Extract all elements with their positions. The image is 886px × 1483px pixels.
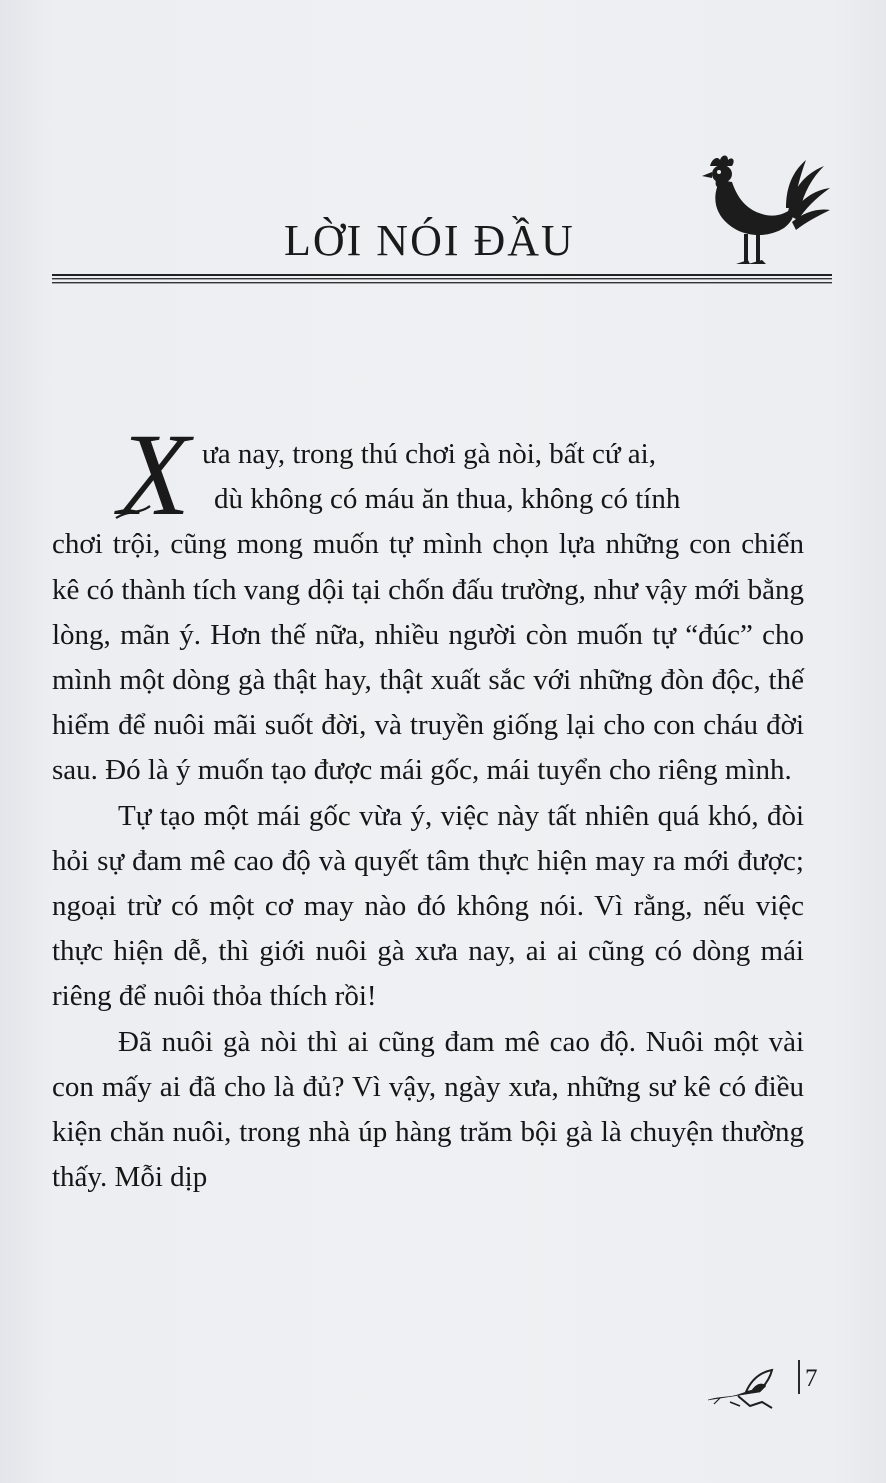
dropcap-letter: X (118, 424, 191, 524)
header-rule (52, 274, 832, 284)
fighting-rooster-icon (700, 1362, 840, 1412)
dropcap-x-icon (110, 424, 230, 524)
rooster-icon (692, 152, 832, 274)
chapter-header (52, 150, 832, 290)
first-paragraph (52, 424, 804, 794)
footer-divider (798, 1360, 800, 1394)
paragraph-1-rest: chơi trội, cũng mong muốn tự mình chọn lựa những con chiến kê có thành tích vang dội tại chốn đấu trường, như vậy mới bằng lòng, mãn ý. Hơn thế nữa, nhiều người còn muốn tự “đúc” cho mình một dòng gà thật hay, thật xuất sắc với những đòn độc, thế hiểm để nuôi mãi suốt đời, và truyền giống lại cho con cháu đời sau. Đó là ý muốn tạo được mái gốc, mái tuyển cho riêng mình. (52, 528, 804, 787)
paragraph-1-line-1: ưa nay, trong thú chơi gà nòi, bất cứ ai, (202, 438, 656, 470)
paragraph-2: Tự tạo một mái gốc vừa ý, việc này tất nhiên quá khó, đòi hỏi sự đam mê cao độ và quyết tâm thực hiện may ra mới được; ngoại trừ có một cơ may nào đó không nói. Vì rằng, nếu việc thực hiện dễ, thì giới nuôi gà xưa nay, ai ai cũng có dòng mái riêng để nuôi thỏa thích rồi! (52, 799, 804, 1013)
body-text (52, 424, 804, 1200)
paragraph-3: Đã nuôi gà nòi thì ai cũng đam mê cao độ. Nuôi một vài con mấy ai đã cho là đủ? Vì vậy, ngày xưa, những sư kê có điều kiện chăn nuôi, trong nhà úp hàng trăm bội gà là chuyện thường thấy. Mỗi dịp (52, 1025, 804, 1194)
page-number: 7 (805, 1365, 818, 1392)
paragraph-1-line-2: dù không có máu ăn thua, không có tính (214, 483, 681, 516)
page-title: LỜI NÓI ĐẦU (284, 216, 575, 265)
